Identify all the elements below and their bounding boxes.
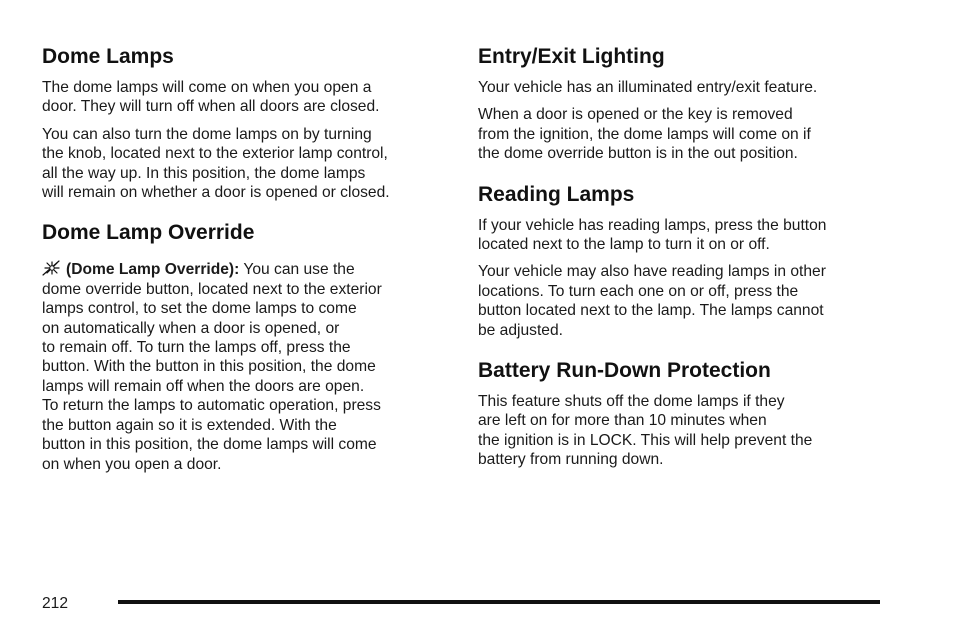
- dome-lamp-override-heading: Dome Lamp Override: [42, 221, 255, 245]
- reading-lamps-heading: Reading Lamps: [478, 182, 635, 206]
- entry-exit-lighting-paragraph-1: Your vehicle has an illuminated entry/exit feature.: [478, 79, 818, 96]
- dome-lamps-paragraph-1: The dome lamps will come on when you open a door. They will turn off when all doors are closed.: [42, 79, 380, 116]
- dome-lamp-override-section: [42, 220, 452, 473]
- dome-lamp-override-label: (Dome Lamp Override):: [66, 261, 240, 279]
- battery-run-down-protection-paragraph: This feature shuts off the dome lamps if they are left on for more than 10 minutes when the ignition is in LOCK. This will help prevent the battery from running down.: [478, 393, 813, 469]
- battery-run-down-protection-section: [478, 358, 888, 470]
- entry-exit-lighting-paragraph-2: When a door is opened or the key is removed from the ignition, the dome lamps will come on if the dome override button is in the out position.: [478, 106, 811, 163]
- footer-rule: [118, 600, 880, 604]
- entry-exit-lighting-section: [478, 44, 888, 164]
- dome-lamp-override-text-first: You can use the: [243, 261, 355, 279]
- dome-lamp-override-text-rest: dome override button, located next to the exterior lamps control, to set the dome lamps to come on automatically when a door is opened, or to remain off. To turn the lamps off, press the button. With the button in this position, the dome lamps will remain off when the doors are open. To return the lamps to automatic operation, press the button again so it is extended. With the button in this position, the dome lamps will come on when you open a door.: [42, 280, 382, 473]
- dome-lamps-heading: Dome Lamps: [42, 45, 174, 68]
- dome-lamp-override-paragraph: [42, 260, 452, 473]
- page-number: 212: [42, 595, 69, 612]
- reading-lamps-paragraph-1: If your vehicle has reading lamps, press the button located next to the lamp to turn it on or off.: [478, 216, 827, 254]
- reading-lamps-paragraph-2: Your vehicle may also have reading lamps in other locations. To turn each one on or off, press the button located next to the lamp. The lamps cannot be adjusted.: [478, 263, 826, 339]
- entry-exit-lighting-heading: Entry/Exit Lighting: [478, 45, 665, 68]
- dome-lamp-override-icon: [42, 260, 62, 276]
- reading-lamps-section: [478, 182, 888, 340]
- left-column: [42, 44, 452, 492]
- right-column: [478, 44, 888, 488]
- battery-run-down-protection-heading: Battery Run-Down Protection: [478, 359, 771, 383]
- dome-lamps-paragraph-2: You can also turn the dome lamps on by turning the knob, located next to the exterior lamp control, all the way up. In this position, the dome lamps will remain on whether a door is opened or closed.: [42, 125, 390, 202]
- dome-lamps-section: [42, 44, 452, 202]
